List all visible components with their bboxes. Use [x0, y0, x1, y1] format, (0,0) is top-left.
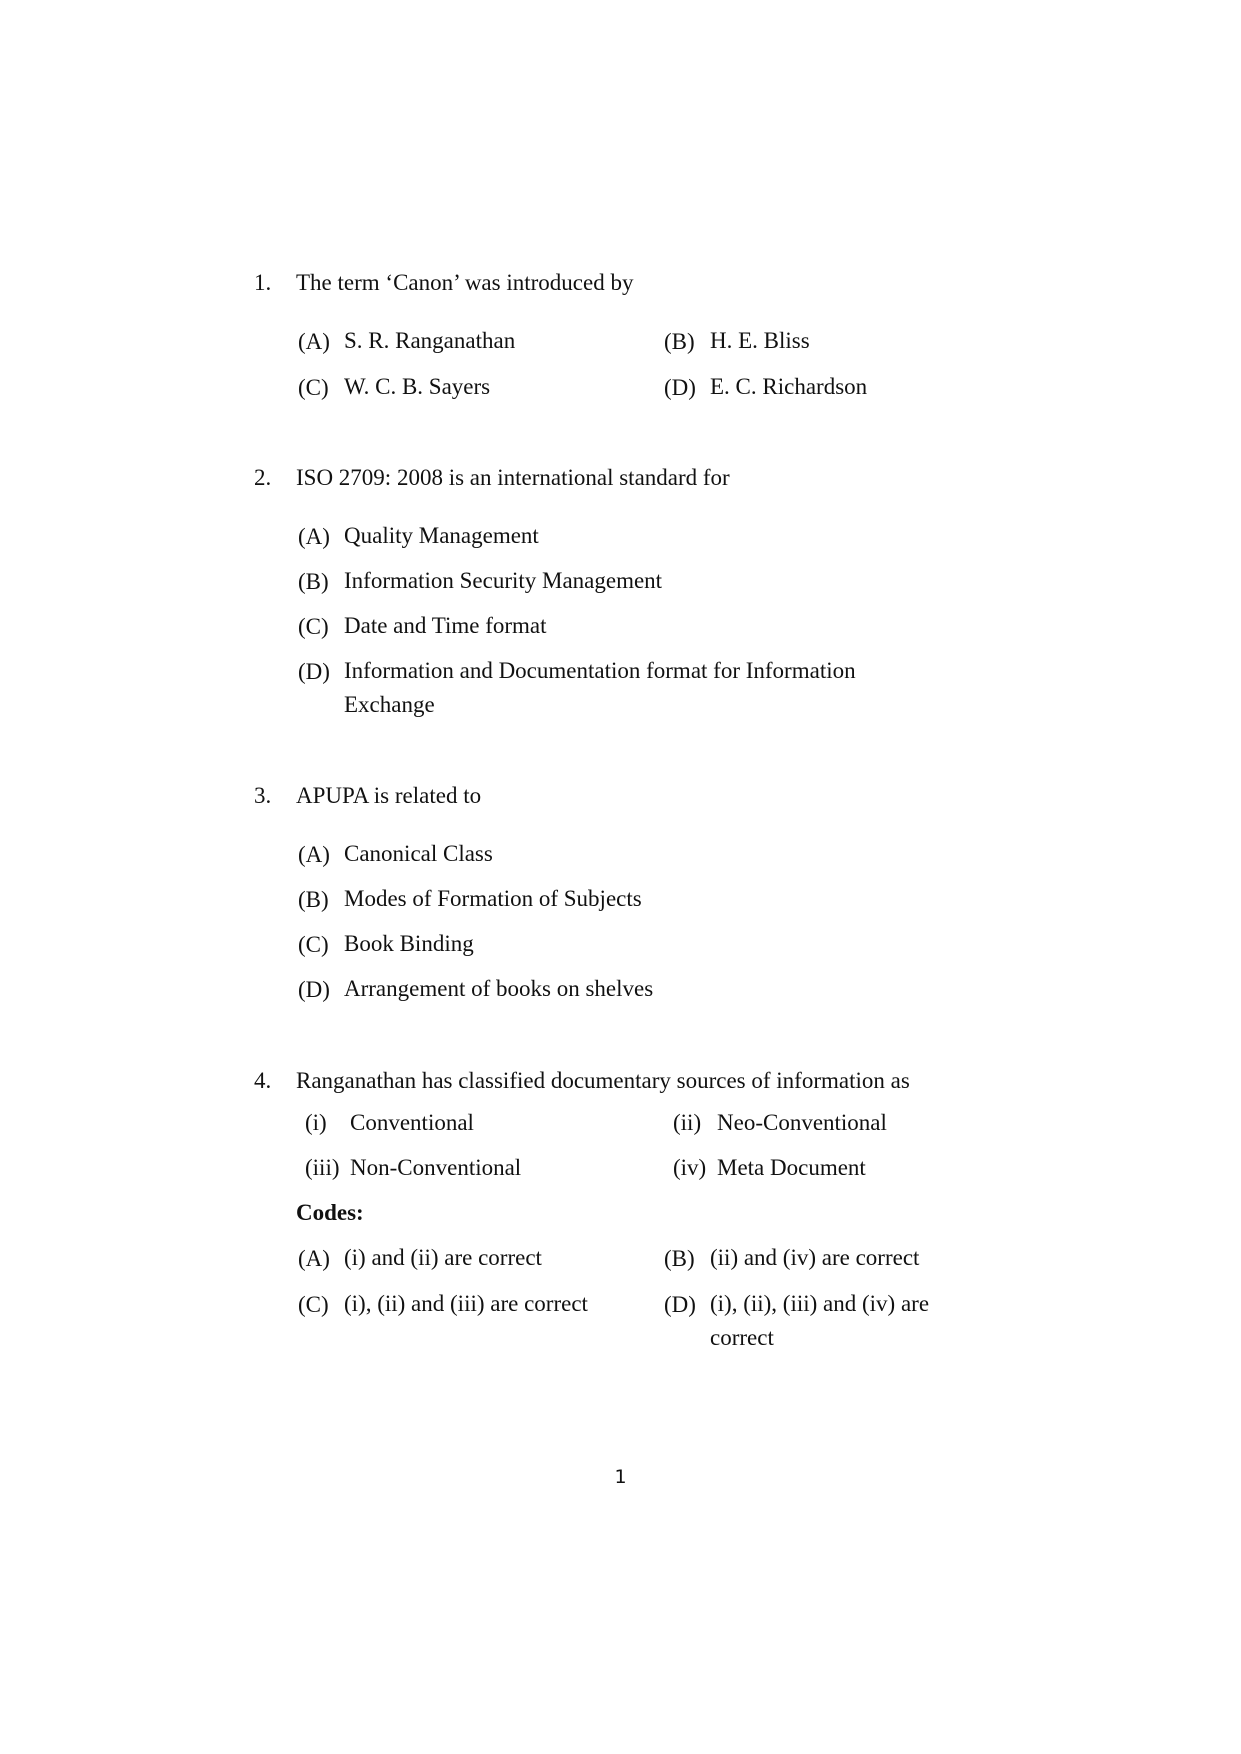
option-letter: (B): [664, 1246, 695, 1271]
item-text: Meta Document: [717, 1155, 866, 1180]
page-number: 1: [614, 1466, 627, 1488]
question-number: 4.: [254, 1068, 272, 1093]
option-letter: (B): [298, 887, 329, 912]
option-letter: (C): [298, 932, 329, 957]
question-text: The term ‘Canon’ was introduced by: [296, 270, 634, 295]
question-number: 2.: [254, 465, 272, 490]
option-letter: (A): [298, 842, 330, 867]
option-text: (i), (ii) and (iii) are correct: [344, 1291, 588, 1316]
option-text: Arrangement of books on shelves: [344, 976, 654, 1001]
option-letter: (D): [298, 659, 330, 684]
option-text: Date and Time format: [344, 613, 547, 638]
item-numeral: (i): [305, 1110, 327, 1135]
question-number: 3.: [254, 783, 272, 808]
question-text: ISO 2709: 2008 is an international standard for: [296, 465, 730, 490]
option-letter: (B): [664, 329, 695, 354]
codes-label: Codes:: [296, 1200, 364, 1225]
option-letter: (C): [298, 1292, 329, 1317]
item-text: Neo-Conventional: [717, 1110, 887, 1135]
option-text: E. C. Richardson: [710, 374, 868, 399]
option-letter: (A): [298, 329, 330, 354]
option-letter: (A): [298, 524, 330, 549]
option-text: (i), (ii), (iii) and (iv) are: [710, 1291, 930, 1316]
question-text: APUPA is related to: [296, 783, 482, 808]
option-text: W. C. B. Sayers: [344, 374, 491, 399]
question-number: 1.: [254, 270, 272, 295]
item-text: Non-Conventional: [350, 1155, 522, 1180]
option-letter: (C): [298, 375, 329, 400]
item-numeral: (ii): [673, 1110, 702, 1135]
option-text: (i) and (ii) are correct: [344, 1245, 542, 1270]
option-text: (ii) and (iv) are correct: [710, 1245, 920, 1270]
option-letter: (D): [664, 375, 696, 400]
option-text: Book Binding: [344, 931, 474, 956]
option-text: Information Security Management: [344, 568, 663, 593]
option-text: S. R. Ranganathan: [344, 328, 516, 353]
option-text: Canonical Class: [344, 841, 493, 866]
option-letter: (D): [664, 1292, 696, 1317]
item-numeral: (iii): [305, 1155, 340, 1180]
option-text: Information and Documentation format for Information: [344, 658, 856, 683]
option-letter: (D): [298, 977, 330, 1002]
option-letter: (C): [298, 614, 329, 639]
item-text: Conventional: [350, 1110, 474, 1135]
item-numeral: (iv): [673, 1155, 707, 1180]
option-letter: (B): [298, 569, 329, 594]
option-text: Modes of Formation of Subjects: [344, 886, 642, 911]
option-text: Quality Management: [344, 523, 539, 548]
option-text-continued: correct: [710, 1325, 774, 1350]
option-letter: (A): [298, 1246, 330, 1271]
option-text: H. E. Bliss: [710, 328, 810, 353]
option-text-continued: Exchange: [344, 692, 435, 717]
question-text: Ranganathan has classified documentary sources of information as: [296, 1068, 910, 1093]
